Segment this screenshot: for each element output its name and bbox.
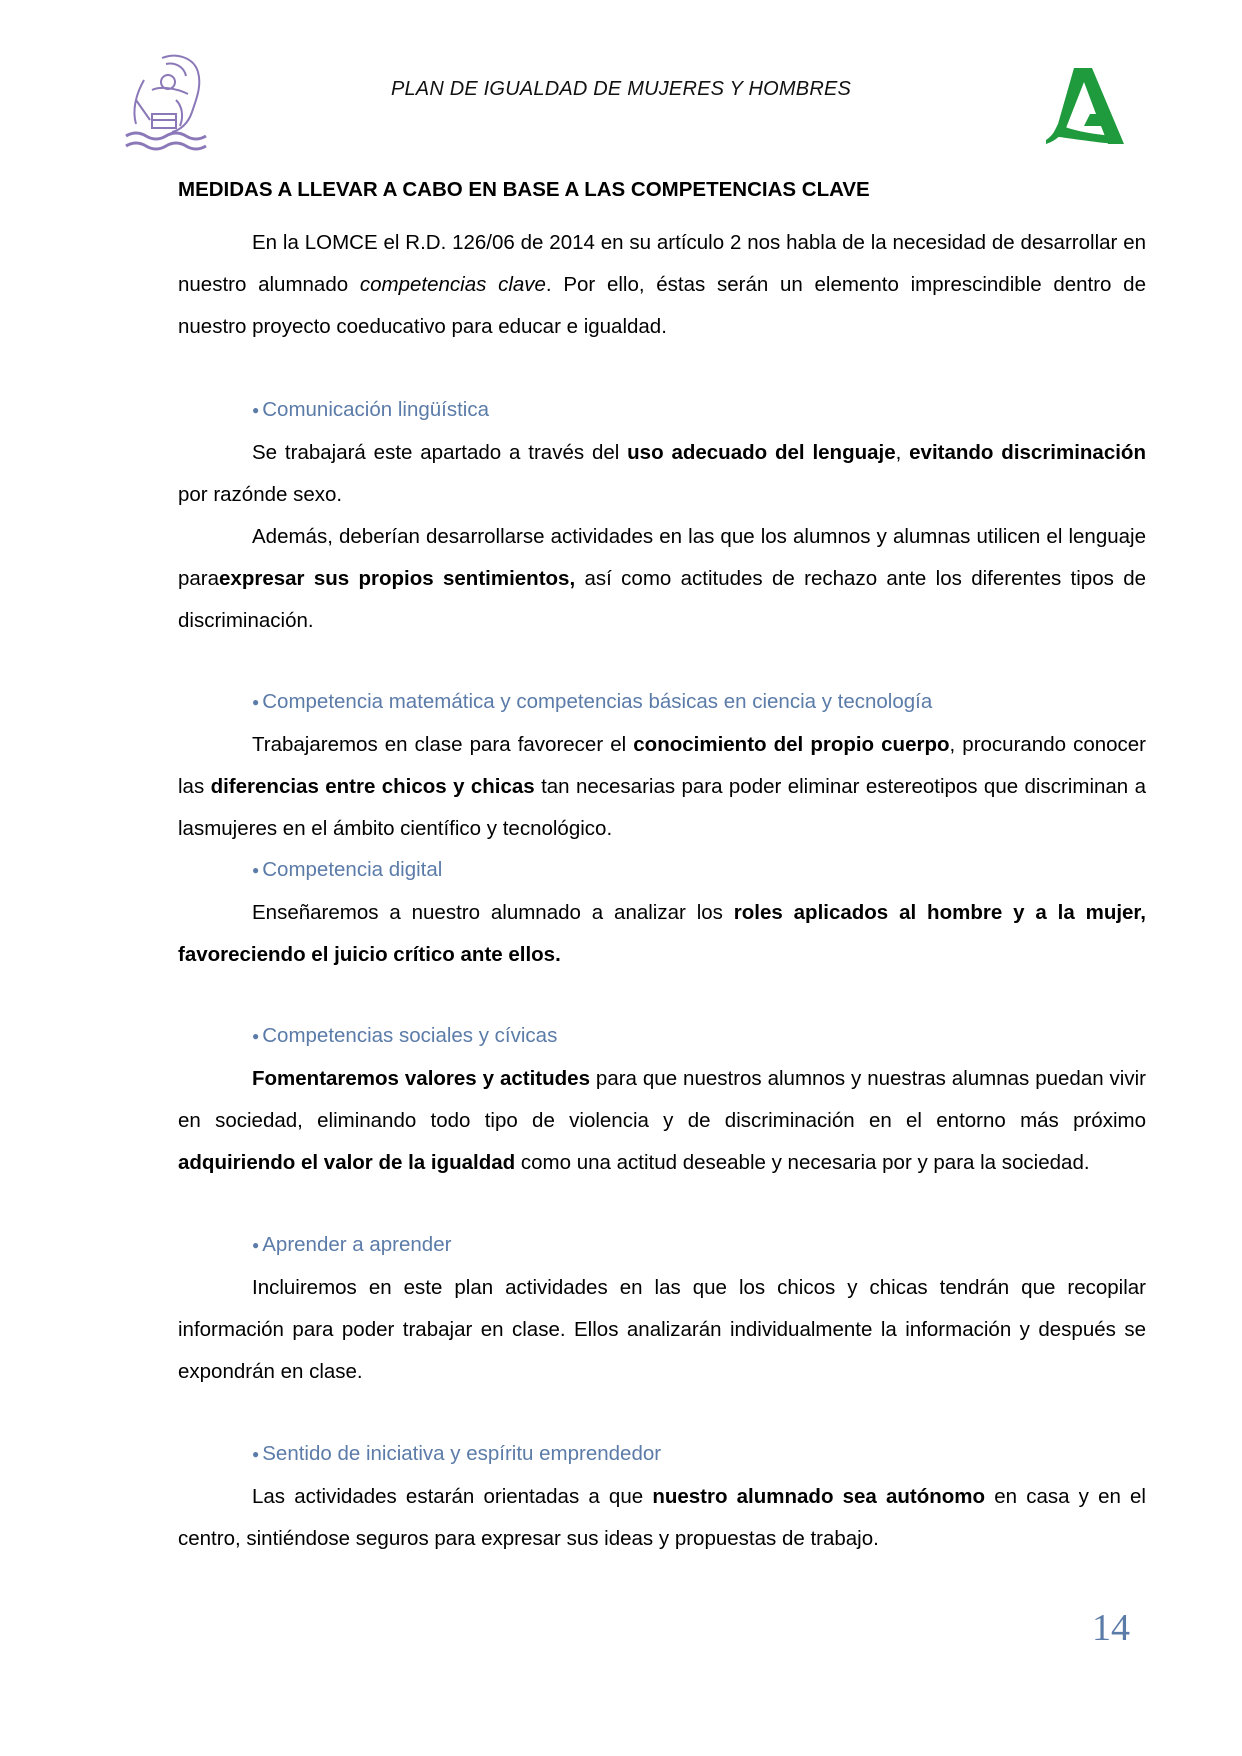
bold-run: conocimiento del propio cuerpo — [633, 733, 950, 756]
text-run: Además, deberían desarrollarse actividades en las que los alumnos y alumnas utilicen el lenguaje para — [178, 525, 1146, 590]
text-run: Se trabajará este apartado a través del — [252, 441, 628, 464]
paragraph-aprender: Incluiremos en este plan actividades en las que los chicos y chicas tendrán que recopilar información para poder trabajar en clase. Ellos analizarán individualmente la información y después se expondrán en clase. — [178, 1276, 1146, 1383]
intro-paragraph — [178, 222, 1146, 348]
text-run: como una actitud deseable y necesaria por y para la sociedad. — [515, 1151, 1090, 1174]
text-run: así como actitudes de rechazo ante los diferentes tipos de discriminación. — [178, 567, 1147, 632]
intro-emphasis: competencias clave — [359, 273, 546, 296]
subheading-label: Competencia matemática y competencias básicas en ciencia y tecnología — [262, 690, 933, 713]
bullet-icon: ● — [252, 695, 260, 709]
text-run: Enseñaremos a nuestro alumnado a analizar los — [252, 901, 734, 924]
bold-run: expresar sus propios sentimientos, — [219, 567, 576, 590]
bold-run: roles aplicados al hombre y a la mujer, favoreciendo el juicio crítico ante ellos. — [178, 901, 1146, 966]
bullet-icon: ● — [252, 1447, 260, 1461]
bullet-icon: ● — [252, 1029, 260, 1043]
subheading-linguistica — [252, 398, 489, 422]
paragraph-linguistica-2 — [178, 516, 1146, 642]
bold-run: diferencias entre chicos y chicas — [210, 775, 535, 798]
section-heading: MEDIDAS A LLEVAR A CABO EN BASE A LAS COMPETENCIAS CLAVE — [178, 178, 870, 201]
paragraph-digital — [178, 892, 1146, 976]
subheading-digital — [252, 858, 442, 882]
subheading-aprender — [252, 1233, 451, 1257]
bullet-icon: ● — [252, 863, 260, 877]
text-run: en casa y en el centro, sintiéndose seguros para expresar sus ideas y propuestas de trabajo. — [178, 1485, 1146, 1550]
bullet-icon: ● — [252, 403, 260, 417]
text-run: tan necesarias para poder eliminar estereotipos que discriminan a lasmujeres en el ámbito científico y tecnológico. — [178, 775, 1146, 840]
subheading-label: Competencias sociales y cívicas — [262, 1024, 558, 1047]
bold-run: evitando discriminación — [909, 441, 1146, 464]
paragraph-sociales — [178, 1058, 1146, 1184]
subheading-label: Aprender a aprender — [262, 1233, 452, 1256]
junta-andalucia-logo — [1044, 66, 1130, 148]
bold-run: uso adecuado del lenguaje — [627, 441, 896, 464]
school-logo — [122, 50, 214, 158]
text-run: por razónde sexo. — [178, 483, 343, 506]
bold-run: adquiriendo el valor de la igualdad — [178, 1151, 516, 1174]
text-run: Trabajaremos en clase para favorecer el — [252, 733, 634, 756]
subheading-label: Sentido de iniciativa y espíritu emprendedor — [262, 1442, 662, 1465]
intro-text-1: En la LOMCE el R.D. 126/06 de 2014 en su artículo 2 nos habla de la necesidad de desarrollar en nuestro alumnado — [178, 231, 1146, 296]
subheading-matematica — [252, 690, 932, 714]
bold-run: Fomentaremos valores y actitudes — [252, 1067, 590, 1090]
paragraph-iniciativa — [178, 1476, 1146, 1560]
subheading-label: Comunicación lingüística — [262, 398, 490, 421]
subheading-label: Competencia digital — [262, 858, 443, 881]
bullet-icon: ● — [252, 1238, 260, 1252]
text-run: , procurando conocer las — [178, 733, 1147, 798]
intro-text-2: . Por ello, éstas serán un elemento imprescindible dentro de nuestro proyecto coeducativo para educar e igualdad. — [178, 273, 1146, 338]
text-run: Las actividades estarán orientadas a que — [252, 1485, 653, 1508]
bold-run: nuestro alumnado sea autónomo — [652, 1485, 986, 1508]
page-number: 14 — [1092, 1607, 1130, 1649]
subheading-iniciativa — [252, 1442, 661, 1466]
subheading-sociales — [252, 1024, 557, 1048]
paragraph-matematica — [178, 724, 1146, 850]
paragraph-linguistica-1 — [178, 432, 1146, 516]
text-run: para que nuestros alumnos y nuestras alumnas puedan vivir en sociedad, eliminando todo tipo de violencia y de discriminación en el entorno más próximo — [178, 1067, 1146, 1132]
text-run: , — [895, 441, 910, 464]
header-title: PLAN DE IGUALDAD DE MUJERES Y HOMBRES — [390, 78, 852, 100]
